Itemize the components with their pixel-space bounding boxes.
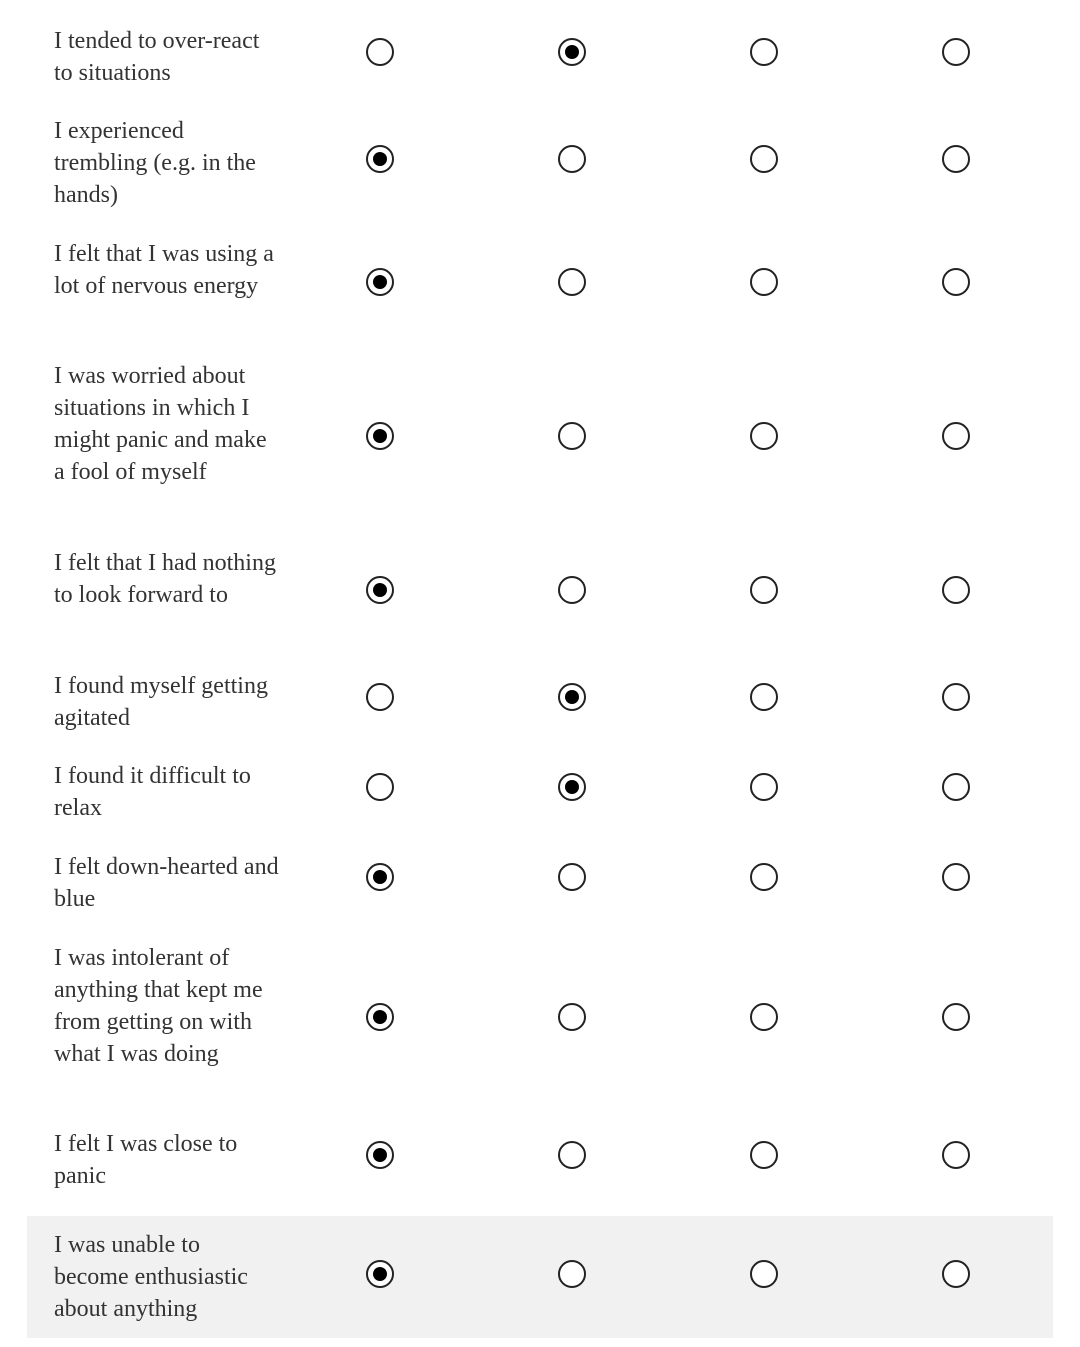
question-label: I felt down-hearted and blue — [54, 854, 279, 912]
survey-row — [27, 937, 1053, 1124]
answer-radio-option-4[interactable] — [942, 1141, 970, 1169]
survey-row — [27, 233, 1053, 355]
answer-radio-option-3[interactable] — [750, 683, 778, 711]
question-label: I found myself getting agitated — [54, 673, 268, 731]
answer-radio-option-2[interactable] — [558, 1141, 586, 1169]
question-label: I tended to over-react to situations — [54, 28, 260, 86]
answer-radio-option-3[interactable] — [750, 1003, 778, 1031]
answer-radio-option-1[interactable] — [366, 683, 394, 711]
answer-radio-option-2[interactable] — [558, 1260, 586, 1288]
survey-matrix — [27, 0, 1053, 1338]
question-label: I felt that I had nothing to look forward to — [54, 550, 276, 608]
answer-radio-option-3[interactable] — [750, 863, 778, 891]
answer-radio-option-2[interactable] — [558, 1003, 586, 1031]
answer-radio-option-1[interactable] — [366, 863, 394, 891]
answer-radio-option-4[interactable] — [942, 422, 970, 450]
survey-row — [27, 846, 1053, 937]
answer-radio-option-1[interactable] — [366, 1141, 394, 1169]
question-label: I was worried about situations in which I might panic and make a fool of myself — [54, 363, 267, 485]
question-label: I was unable to become enthusiastic about anything — [54, 1232, 248, 1322]
question-label: I felt I was close to panic — [54, 1131, 238, 1189]
answer-radio-option-2[interactable] — [558, 863, 586, 891]
answer-radio-option-4[interactable] — [942, 576, 970, 604]
answer-radio-option-2[interactable] — [558, 268, 586, 296]
survey-row — [27, 0, 1053, 110]
answer-radio-option-4[interactable] — [942, 145, 970, 173]
answer-radio-option-3[interactable] — [750, 145, 778, 173]
survey-row — [27, 665, 1053, 755]
survey-row — [27, 110, 1053, 233]
answer-radio-option-4[interactable] — [942, 38, 970, 66]
answer-radio-option-1[interactable] — [366, 38, 394, 66]
answer-radio-option-1[interactable] — [366, 773, 394, 801]
answer-radio-option-2[interactable] — [558, 683, 586, 711]
answer-radio-option-3[interactable] — [750, 268, 778, 296]
answer-radio-option-4[interactable] — [942, 1260, 970, 1288]
answer-radio-option-4[interactable] — [942, 773, 970, 801]
answer-radio-option-4[interactable] — [942, 1003, 970, 1031]
question-label: I experienced trembling (e.g. in the hands) — [54, 118, 256, 208]
answer-radio-option-2[interactable] — [558, 38, 586, 66]
question-label: I felt that I was using a lot of nervous energy — [54, 241, 274, 299]
answer-radio-option-3[interactable] — [750, 576, 778, 604]
answer-radio-option-1[interactable] — [366, 268, 394, 296]
survey-row — [27, 355, 1053, 542]
question-label: I found it difficult to relax — [54, 763, 251, 821]
answer-radio-option-2[interactable] — [558, 576, 586, 604]
answer-radio-option-3[interactable] — [750, 422, 778, 450]
answer-radio-option-3[interactable] — [750, 773, 778, 801]
answer-radio-option-2[interactable] — [558, 422, 586, 450]
answer-radio-option-2[interactable] — [558, 145, 586, 173]
answer-radio-option-1[interactable] — [366, 422, 394, 450]
answer-radio-option-1[interactable] — [366, 576, 394, 604]
answer-radio-option-4[interactable] — [942, 268, 970, 296]
answer-radio-option-3[interactable] — [750, 1260, 778, 1288]
answer-radio-option-4[interactable] — [942, 683, 970, 711]
survey-row — [27, 1124, 1053, 1216]
answer-radio-option-4[interactable] — [942, 863, 970, 891]
answer-radio-option-3[interactable] — [750, 38, 778, 66]
answer-radio-option-1[interactable] — [366, 1260, 394, 1288]
survey-row — [27, 542, 1053, 665]
answer-radio-option-3[interactable] — [750, 1141, 778, 1169]
answer-radio-option-2[interactable] — [558, 773, 586, 801]
answer-radio-option-1[interactable] — [366, 145, 394, 173]
survey-row — [27, 1216, 1053, 1338]
survey-row — [27, 755, 1053, 846]
question-label: I was intolerant of anything that kept me from getting on with what I was doing — [54, 945, 263, 1067]
answer-radio-option-1[interactable] — [366, 1003, 394, 1031]
